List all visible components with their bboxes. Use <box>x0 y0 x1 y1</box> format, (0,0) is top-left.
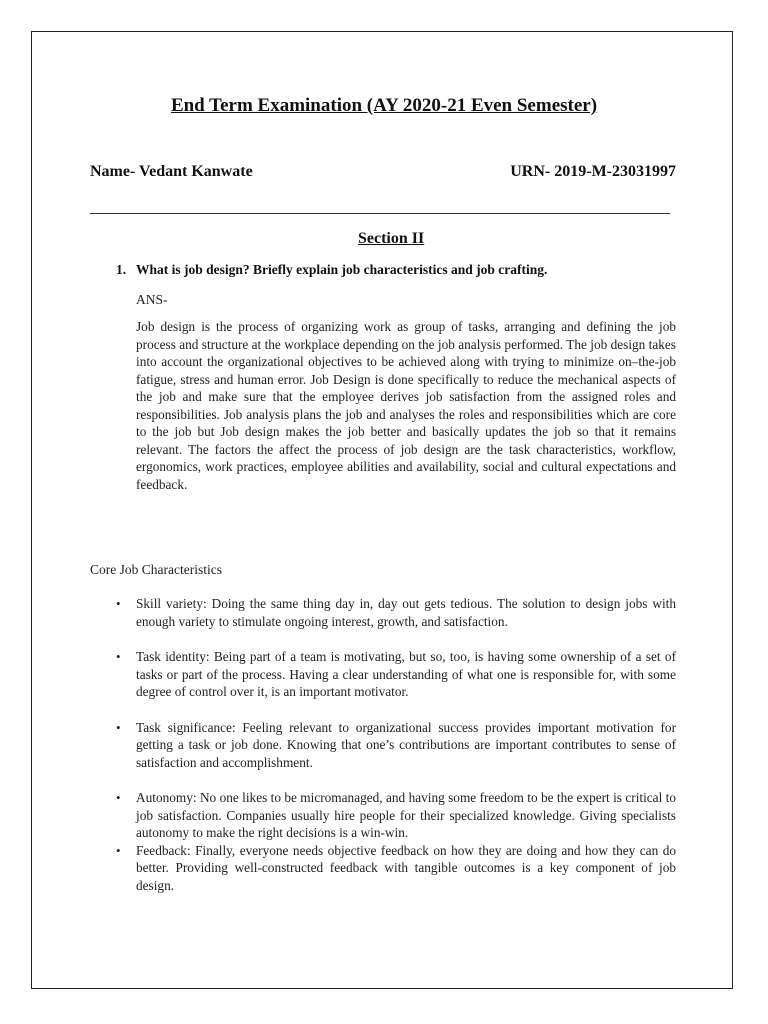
bullet-icon: • <box>116 596 121 611</box>
bullet-icon: • <box>116 649 121 664</box>
list-item-text: Task significance: Feeling relevant to organizational success provides important motivation for getting a task or job done. Knowing that one’s contributions are important contributes to sense of satisfaction and accomplishment. <box>136 719 676 770</box>
list-item-text: Skill variety: Doing the same thing day in, day out gets tedious. The solution to design jobs with enough variety to stimulate ongoing interest, growth, and satisfaction. <box>136 596 676 629</box>
answer-paragraph: Job design is the process of organizing work as group of tasks, arranging and defining the job process and structure at the workplace depending on the job analysis performed. The job design takes into account the organizational objectives to be achieved along with trying to minimize on–the-job fatigue, stress and human error. Job Design is done specifically to reduce the mechanical aspects of the job and make sure that the employee derives job satisfaction from the assigned roles and responsibilities. Job analysis plans the job and analyses the roles and responsibilities which are core to the job but Job design makes the job better and basically updates the job so that it remains relevant. The factors the affect the process of job design are the task characteristics, workflow, ergonomics, work practices, employee abilities and availability, social and cultural expectations and feedback. <box>136 319 676 492</box>
document-title: End Term Examination (AY 2020-21 Even Semester) <box>170 95 598 116</box>
list-item <box>116 842 676 895</box>
answer-label: ANS- <box>136 292 168 307</box>
list-item <box>116 719 676 772</box>
list-item-text: Feedback: Finally, everyone needs objective feedback on how they are doing and how they can do better. Providing well-constructed feedback with tangible outcomes is a key component of job design. <box>136 842 676 893</box>
section-heading: Section II <box>358 230 425 247</box>
bullet-icon: • <box>116 842 121 858</box>
question-text: What is job design? Briefly explain job characteristics and job crafting. <box>136 262 548 277</box>
student-name: Name- Vedant Kanwate <box>90 163 253 180</box>
horizontal-rule <box>90 213 670 214</box>
bullet-icon: • <box>116 719 121 735</box>
list-item-text: Autonomy: No one likes to be micromanaged, and having some freedom to be the expert is critical to job satisfaction. Companies usually hire people for their specialized knowledge. Giving specialists autonomy to make the right decisions is a win-win. <box>136 790 676 840</box>
question <box>116 262 547 278</box>
characteristics-list <box>116 595 676 894</box>
bullet-icon: • <box>116 790 121 805</box>
student-urn: URN- 2019-M-23031997 <box>510 163 676 180</box>
core-characteristics-heading: Core Job Characteristics <box>90 562 222 577</box>
list-item <box>116 595 676 630</box>
list-item <box>116 789 676 842</box>
question-number: 1. <box>116 262 127 277</box>
list-item <box>116 648 676 701</box>
student-info-row <box>90 163 676 181</box>
list-item-text: Task identity: Being part of a team is motivating, but so, too, is having some ownership of a set of tasks or part of the process. Having a clear understanding of what one is responsible for, with some degree of control over it, is an important motivator. <box>136 649 676 699</box>
